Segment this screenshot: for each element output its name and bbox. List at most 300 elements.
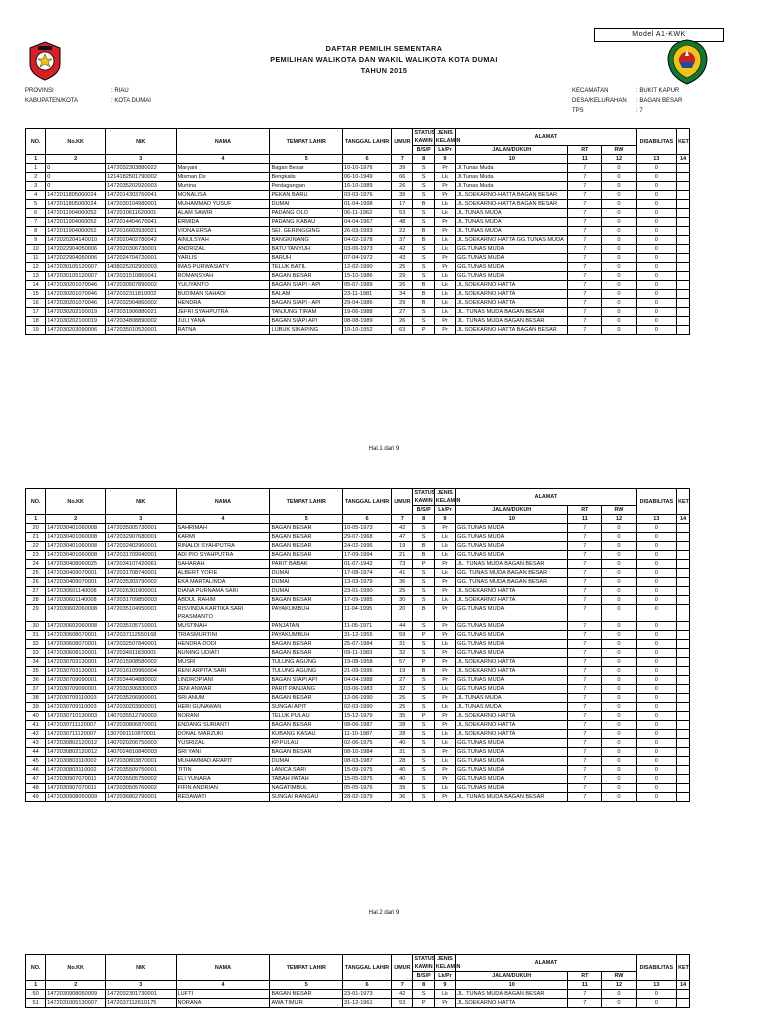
cell-rt: 7 — [568, 775, 602, 784]
cell-nik: 1472032301730001 — [106, 990, 176, 999]
column-number: 1 — [26, 981, 46, 990]
cell-rw: 0 — [602, 326, 636, 335]
cell-rt: 7 — [568, 182, 602, 191]
cell-nama: YULIYANTO — [176, 281, 270, 290]
cell-status-kawin: B — [413, 299, 434, 308]
cell-tempat-lahir: BATU TANYUH — [270, 245, 343, 254]
cell-nama: Murtina — [176, 182, 270, 191]
cell-nokk: 1472011904060052 — [46, 209, 106, 218]
column-number: 12 — [602, 155, 636, 164]
header-status-kawin — [413, 489, 434, 506]
cell-ket — [677, 560, 690, 569]
cell-tempat-lahir: TELUK BATIL — [270, 263, 343, 272]
cell-jalan-dukuh: JL.SOEKARNO-HATTA BAGAN BESAR — [456, 191, 568, 200]
cell-disabilitas: 0 — [636, 730, 677, 739]
cell-ket — [677, 182, 690, 191]
cell-ket — [677, 596, 690, 605]
cell-jenis-kelamin: Lk — [434, 596, 455, 605]
cell-status-kawin: S — [413, 533, 434, 542]
table-row — [26, 227, 690, 236]
cell-tempat-lahir: DUMAI — [270, 200, 343, 209]
cell-ket — [677, 784, 690, 793]
cell-tanggal-lahir: 11-10-1987 — [343, 730, 392, 739]
cell-nik: 1472032507840001 — [106, 640, 176, 649]
cell-nama: JULI YANA — [176, 317, 270, 326]
cell-ket — [677, 748, 690, 757]
cell-jalan-dukuh: JL.TUNAS MUDA — [456, 703, 568, 712]
cell-jalan-dukuh: GG. TUNAS MUDA BAGAN BESAR — [456, 569, 568, 578]
header-no: NO. — [26, 489, 46, 515]
cell-nama: ABDUL RAHIM — [176, 596, 270, 605]
cell-nokk: 0 — [46, 173, 106, 182]
cell-jalan-dukuh: JL.SOEKARNO HATTA — [456, 587, 568, 596]
cell-rw: 0 — [602, 622, 636, 631]
cell-nik: 1472031906880021 — [106, 308, 176, 317]
cell-status-kawin: P — [413, 326, 434, 335]
cell-status-kawin: S — [413, 694, 434, 703]
cell-umur: 39 — [392, 191, 413, 200]
cell-disabilitas: 0 — [636, 254, 677, 263]
cell-no: 42 — [26, 730, 46, 739]
cell-status-kawin: S — [413, 272, 434, 281]
cell-ket — [677, 227, 690, 236]
cell-disabilitas: 0 — [636, 209, 677, 218]
cell-ket — [677, 990, 690, 999]
table-row — [26, 703, 690, 712]
cell-tanggal-lahir: 17-08-1974 — [343, 569, 392, 578]
table-row — [26, 272, 690, 281]
table-row — [26, 793, 690, 802]
cell-rw: 0 — [602, 649, 636, 658]
cell-jenis-kelamin: Pr — [434, 766, 455, 775]
header-disabilitas: DISABILITAS — [636, 489, 677, 515]
cell-nokk: 1472030105120007 — [46, 263, 106, 272]
cell-rw: 0 — [602, 290, 636, 299]
table-row — [26, 560, 690, 569]
table-row — [26, 164, 690, 173]
cell-disabilitas: 0 — [636, 587, 677, 596]
cell-nokk: 1472030907070011 — [46, 775, 106, 784]
cell-status-kawin: S — [413, 209, 434, 218]
cell-status-kawin: S — [413, 569, 434, 578]
cell-no: 25 — [26, 569, 46, 578]
table-row — [26, 676, 690, 685]
cell-jenis-kelamin: Pr — [434, 191, 455, 200]
cell-nama: ENDANG SURIANTI — [176, 721, 270, 730]
cell-nama: RINALDI SYAHPUTRA — [176, 542, 270, 551]
cell-jenis-kelamin: Lk — [434, 551, 455, 560]
cell-nama: ALAM SAWIR — [176, 209, 270, 218]
table-row — [26, 569, 690, 578]
cell-nama: MUSTINAH — [176, 622, 270, 631]
cell-no: 29 — [26, 605, 46, 622]
header-lkpr: Lk/Pr — [434, 506, 455, 515]
cell-disabilitas: 0 — [636, 560, 677, 569]
cell-status-kawin: S — [413, 676, 434, 685]
cell-no: 8 — [26, 227, 46, 236]
cell-nokk: 1472030602060008 — [46, 622, 106, 631]
cell-nokk: 1472030709090001 — [46, 676, 106, 685]
cell-umur: 66 — [392, 173, 413, 182]
cell-nik: 1472035206900001 — [106, 694, 176, 703]
cell-umur: 22 — [392, 227, 413, 236]
cell-disabilitas: 0 — [636, 569, 677, 578]
cell-rt: 7 — [568, 721, 602, 730]
cell-nama: ELI YUNARA — [176, 775, 270, 784]
cell-umur: 27 — [392, 676, 413, 685]
cell-nik: 1472035005730001 — [106, 524, 176, 533]
cell-tanggal-lahir: 06-11-1962 — [343, 209, 392, 218]
cell-nik: 1472015908580002 — [106, 658, 176, 667]
cell-tempat-lahir: KP.PULAU — [270, 739, 343, 748]
cell-status-kawin: S — [413, 263, 434, 272]
header-kawin-line: KAWIN — [414, 964, 433, 970]
cell-jalan-dukuh: JL.SOEKARNO HATTA — [456, 667, 568, 676]
cell-disabilitas: 0 — [636, 236, 677, 245]
cell-nokk: 1472030703130001 — [46, 658, 106, 667]
cell-nokk: 1472030601140008 — [46, 587, 106, 596]
cell-no: 7 — [26, 218, 46, 227]
cell-rt: 7 — [568, 766, 602, 775]
cell-tempat-lahir: SUNGAI RANGAU — [270, 793, 343, 802]
cell-jalan-dukuh: JL.TUNAS MUDA — [456, 209, 568, 218]
cell-no: 18 — [26, 317, 46, 326]
cell-jalan-dukuh: JL.SOEKARNO HATTA — [456, 290, 568, 299]
cell-status-kawin: S — [413, 164, 434, 173]
cell-umur: 47 — [392, 533, 413, 542]
cell-tanggal-lahir: 10-10-1952 — [343, 326, 392, 335]
cell-nama: ANDRIZAL — [176, 245, 270, 254]
cell-tempat-lahir: PADANG OLO — [270, 209, 343, 218]
cell-rw: 0 — [602, 775, 636, 784]
cell-ket — [677, 658, 690, 667]
cell-rt: 7 — [568, 667, 602, 676]
cell-status-kawin: B — [413, 551, 434, 560]
cell-rt: 7 — [568, 578, 602, 587]
cell-rw: 0 — [602, 784, 636, 793]
cell-tempat-lahir: TULUNG AGUNG — [270, 667, 343, 676]
kota-dumai-logo-icon — [665, 38, 710, 86]
cell-tanggal-lahir: 08-08-1989 — [343, 317, 392, 326]
cell-nokk: 1472030409070001 — [46, 569, 106, 578]
cell-nama: MUSRI — [176, 658, 270, 667]
cell-rw: 0 — [602, 596, 636, 605]
cell-disabilitas: 0 — [636, 299, 677, 308]
cell-nama: MONALISA — [176, 191, 270, 200]
cell-nama: AINULSYAH — [176, 236, 270, 245]
cell-umur: 25 — [392, 694, 413, 703]
cell-rt: 7 — [568, 605, 602, 622]
cell-no: 26 — [26, 578, 46, 587]
cell-tempat-lahir: PEKAN BARU — [270, 191, 343, 200]
cell-tempat-lahir: BAGAN BESAR — [270, 649, 343, 658]
cell-rw: 0 — [602, 254, 636, 263]
header-nik: NIK — [106, 955, 176, 981]
header-no: NO. — [26, 129, 46, 155]
cell-nokk: 1472030803110002 — [46, 757, 106, 766]
cell-nokk: 1472030602060008 — [46, 605, 106, 622]
cell-jalan-dukuh: JL.TUNAS MUDA — [456, 218, 568, 227]
page-number-2: Hal.2 dari 9 — [368, 910, 400, 916]
cell-tanggal-lahir: 23-01-1973 — [343, 990, 392, 999]
cell-nokk: 1472020204140010 — [46, 236, 106, 245]
cell-nokk: 1472030908050009 — [46, 793, 106, 802]
cell-status-kawin: P — [413, 631, 434, 640]
desa-label: DESA/KELURAHAN — [572, 98, 627, 104]
cell-tempat-lahir: Bagan Besar — [270, 164, 343, 173]
cell-umur: 36 — [392, 793, 413, 802]
cell-tanggal-lahir: 05-07-1989 — [343, 281, 392, 290]
cell-jenis-kelamin: Pr — [434, 326, 455, 335]
cell-tempat-lahir: BAGAN BESAR — [270, 748, 343, 757]
cell-status-kawin: S — [413, 748, 434, 757]
cell-tempat-lahir: AWA TIMUR — [270, 999, 343, 1008]
cell-tanggal-lahir: 19-08-1958 — [343, 658, 392, 667]
header-nama: NAMA — [176, 129, 270, 155]
cell-no: 17 — [26, 308, 46, 317]
cell-no: 15 — [26, 290, 46, 299]
cell-ket — [677, 164, 690, 173]
cell-nokk: 0 — [46, 164, 106, 173]
cell-tempat-lahir: BAGAN BESAR — [270, 990, 343, 999]
cell-disabilitas: 0 — [636, 775, 677, 784]
table-row — [26, 685, 690, 694]
region-info-right — [572, 86, 682, 116]
cell-rt: 7 — [568, 784, 602, 793]
cell-nokk: 1472030703130001 — [46, 667, 106, 676]
table-row — [26, 263, 690, 272]
cell-disabilitas: 0 — [636, 578, 677, 587]
cell-rw: 0 — [602, 569, 636, 578]
cell-rw: 0 — [602, 191, 636, 200]
cell-umur: 35 — [392, 712, 413, 721]
cell-nama: BUDIMAN SAHADI — [176, 290, 270, 299]
table-row — [26, 245, 690, 254]
cell-jenis-kelamin: Pr — [434, 524, 455, 533]
cell-nama: TITIN — [176, 766, 270, 775]
table-row — [26, 658, 690, 667]
cell-rw: 0 — [602, 164, 636, 173]
column-number: 9 — [434, 515, 455, 524]
cell-nama: ROMANSYAH — [176, 272, 270, 281]
cell-disabilitas: 0 — [636, 676, 677, 685]
column-number: 6 — [343, 155, 392, 164]
header-tempat-lahir: TEMPAT LAHIR — [270, 955, 343, 981]
column-number: 3 — [106, 155, 176, 164]
cell-jenis-kelamin: Lk — [434, 685, 455, 694]
cell-jalan-dukuh: GG.TUNAS MUDA — [456, 784, 568, 793]
cell-rw: 0 — [602, 640, 636, 649]
cell-rw: 0 — [602, 999, 636, 1008]
cell-tempat-lahir: Bengkalis — [270, 173, 343, 182]
cell-rt: 7 — [568, 317, 602, 326]
cell-rt: 7 — [568, 551, 602, 560]
cell-nama: EKA MARTALINDA — [176, 578, 270, 587]
cell-tempat-lahir: LUBUK SIKAPING — [270, 326, 343, 335]
cell-disabilitas: 0 — [636, 326, 677, 335]
cell-umur: 42 — [392, 245, 413, 254]
column-number: 8 — [413, 155, 434, 164]
cell-tempat-lahir: DUMAI — [270, 757, 343, 766]
cell-tempat-lahir: BAGAN SIAPI API — [270, 676, 343, 685]
cell-jenis-kelamin: Lk — [434, 272, 455, 281]
cell-nik: 1472035104950001 — [106, 605, 176, 622]
cell-nokk: 1472030401060008 — [46, 551, 106, 560]
header-umur: UMUR — [392, 489, 413, 515]
cell-no: 2 — [26, 173, 46, 182]
cell-status-kawin: S — [413, 191, 434, 200]
cell-jenis-kelamin: Lk — [434, 236, 455, 245]
cell-jenis-kelamin: Pr — [434, 227, 455, 236]
cell-no: 44 — [26, 748, 46, 757]
cell-jalan-dukuh: JL.SOEKARNO HATTA — [456, 281, 568, 290]
cell-nama: NORANI — [176, 712, 270, 721]
cell-nama: LUFTI — [176, 990, 270, 999]
cell-tempat-lahir: TANJUNG TIRAM — [270, 308, 343, 317]
cell-jalan-dukuh: JL.SOEKARNO HATTA — [456, 721, 568, 730]
cell-jenis-kelamin: Lk — [434, 299, 455, 308]
cell-ket — [677, 542, 690, 551]
cell-nik: 1472032907680001 — [106, 533, 176, 542]
header-jenis-kelamin — [434, 489, 461, 506]
cell-umur: 40 — [392, 739, 413, 748]
cell-ket — [677, 236, 690, 245]
cell-no: 32 — [26, 640, 46, 649]
tps-value: : 7 — [636, 108, 643, 114]
cell-nik: 1472016109960004 — [106, 667, 176, 676]
cell-tanggal-lahir: 04-04-1967 — [343, 218, 392, 227]
cell-jenis-kelamin: Lk — [434, 569, 455, 578]
cell-jenis-kelamin: Lk — [434, 757, 455, 766]
cell-no: 20 — [26, 524, 46, 533]
cell-ket — [677, 721, 690, 730]
cell-nokk: 1472030907070011 — [46, 784, 106, 793]
cell-rw: 0 — [602, 317, 636, 326]
table-row — [26, 578, 690, 587]
cell-jalan-dukuh: JL. TUNAS MUDA BAGAN BESAR — [456, 560, 568, 569]
header-bsp: B/S/P — [413, 972, 434, 981]
cell-nik: 1472031709940001 — [106, 551, 176, 560]
table-row — [26, 748, 690, 757]
cell-nik: 1472020306730001 — [106, 245, 176, 254]
table-row — [26, 730, 690, 739]
cell-nokk: 1472011904060052 — [46, 218, 106, 227]
cell-rw: 0 — [602, 542, 636, 551]
cell-jalan-dukuh: GG.TUNAS MUDA — [456, 775, 568, 784]
cell-tanggal-lahir: 19-06-1988 — [343, 308, 392, 317]
cell-umur: 31 — [392, 640, 413, 649]
cell-no: 19 — [26, 326, 46, 335]
cell-jalan-dukuh: Jl.Tunas Muda — [456, 164, 568, 173]
cell-nokk: 1472011904060052 — [46, 227, 106, 236]
cell-nokk: 1472030608070001 — [46, 640, 106, 649]
cell-jalan-dukuh: GG.TUNAS MUDA — [456, 676, 568, 685]
cell-no: 50 — [26, 990, 46, 999]
cell-umur: 39 — [392, 784, 413, 793]
cell-nokk: 1472030105120007 — [46, 272, 106, 281]
cell-tempat-lahir: TELUK PULAU — [270, 712, 343, 721]
cell-nik: 1214182501790002 — [106, 173, 176, 182]
cell-rt: 7 — [568, 245, 602, 254]
cell-jenis-kelamin: Pr — [434, 317, 455, 326]
cell-rw: 0 — [602, 551, 636, 560]
cell-tanggal-lahir: 06-10-1949 — [343, 173, 392, 182]
column-number: 5 — [270, 155, 343, 164]
cell-jenis-kelamin: Pr — [434, 605, 455, 622]
cell-tempat-lahir: BAGAN BESAR — [270, 596, 343, 605]
cell-rt: 7 — [568, 209, 602, 218]
cell-tanggal-lahir: 04-04-1988 — [343, 676, 392, 685]
cell-tanggal-lahir: 13-03-1979 — [343, 578, 392, 587]
column-number: 4 — [176, 981, 270, 990]
cell-tempat-lahir: BAGAN BESAR — [270, 721, 343, 730]
cell-ket — [677, 739, 690, 748]
table-row — [26, 533, 690, 542]
header-tanggal-lahir: TANGGAL LAHIR — [343, 129, 392, 155]
cell-nokk: 1472011805060024 — [46, 191, 106, 200]
cell-status-kawin: S — [413, 173, 434, 182]
cell-no: 21 — [26, 533, 46, 542]
cell-no: 38 — [26, 694, 46, 703]
cell-rt: 7 — [568, 218, 602, 227]
header-nama: NAMA — [176, 955, 270, 981]
column-number: 9 — [434, 981, 455, 990]
cell-disabilitas: 0 — [636, 272, 677, 281]
cell-rt: 7 — [568, 757, 602, 766]
cell-disabilitas: 0 — [636, 784, 677, 793]
cell-tempat-lahir: TABAH PATAH — [270, 775, 343, 784]
column-number: 11 — [568, 155, 602, 164]
header-status-line: STATUS — [414, 490, 436, 496]
cell-disabilitas: 0 — [636, 227, 677, 236]
cell-tanggal-lahir: 02-06-1975 — [343, 739, 392, 748]
cell-ket — [677, 569, 690, 578]
cell-disabilitas: 0 — [636, 245, 677, 254]
cell-tanggal-lahir: 08-03-1987 — [343, 757, 392, 766]
cell-nik: 1472030806870001 — [106, 721, 176, 730]
cell-disabilitas: 0 — [636, 173, 677, 182]
cell-status-kawin: P — [413, 999, 434, 1008]
cell-no: 14 — [26, 281, 46, 290]
cell-jalan-dukuh: GG.TUNAS MUDA — [456, 533, 568, 542]
cell-umur: 29 — [392, 299, 413, 308]
cell-rt: 7 — [568, 658, 602, 667]
column-number: 8 — [413, 981, 434, 990]
table-row — [26, 254, 690, 263]
header-kelamin-line: KELAMIN — [435, 138, 461, 144]
cell-status-kawin: S — [413, 640, 434, 649]
column-number: 3 — [106, 515, 176, 524]
cell-no: 6 — [26, 209, 46, 218]
cell-nik: 1472014303760041 — [106, 191, 176, 200]
tps-label: TPS — [572, 108, 584, 114]
cell-nokk: 1472030201070046 — [46, 299, 106, 308]
cell-no: 3 — [26, 182, 46, 191]
cell-disabilitas: 0 — [636, 551, 677, 560]
cell-ket — [677, 200, 690, 209]
cell-ket — [677, 533, 690, 542]
cell-nik: 1472035509750001 — [106, 766, 176, 775]
cell-jenis-kelamin: Lk — [434, 640, 455, 649]
cell-rw: 0 — [602, 658, 636, 667]
header-jenis-line: JENIS — [437, 490, 453, 496]
cell-no: 10 — [26, 245, 46, 254]
cell-tempat-lahir: BARUH — [270, 254, 343, 263]
cell-status-kawin: S — [413, 218, 434, 227]
column-number: 5 — [270, 515, 343, 524]
header-nik: NIK — [106, 129, 176, 155]
cell-ket — [677, 272, 690, 281]
